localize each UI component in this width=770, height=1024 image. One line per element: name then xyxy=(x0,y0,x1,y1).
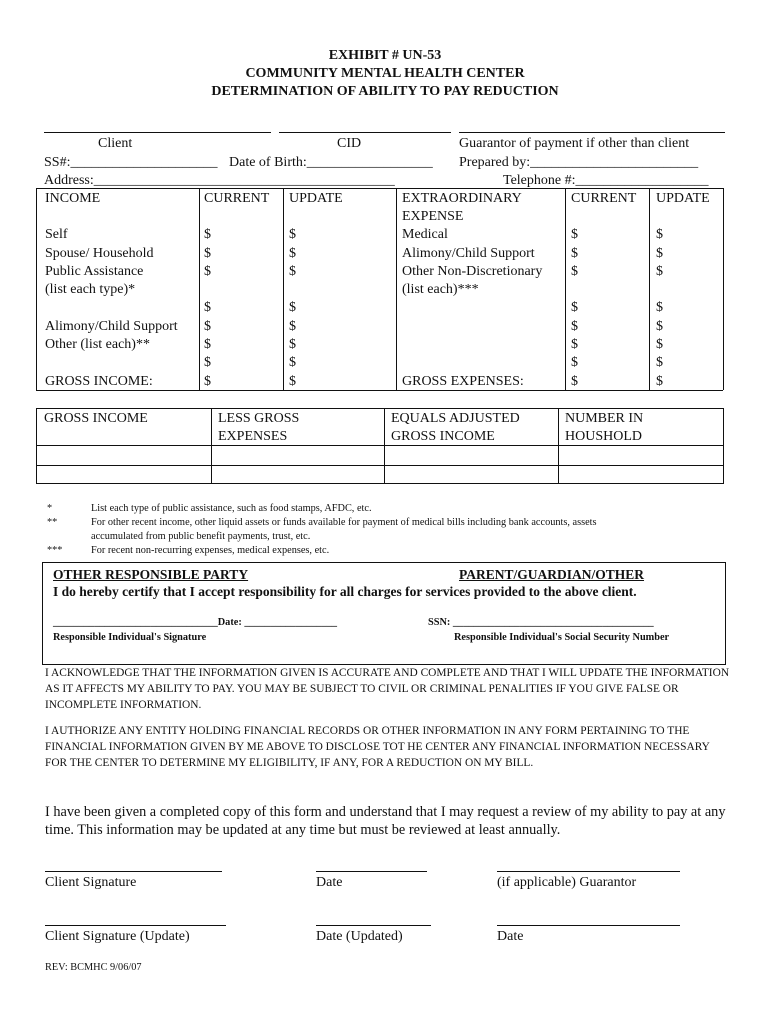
footnote-public-assistance: List each type of public assistance, such as food stamps, AFDC, etc. xyxy=(91,503,372,514)
income-update-header: UPDATE xyxy=(289,191,343,206)
income-current-cell[interactable]: $ xyxy=(204,337,211,352)
address-field[interactable]: Address:___________________________________________ xyxy=(44,173,395,188)
income-other: Other (list each)** xyxy=(45,337,150,352)
footnote-other-income: For other recent income, other liquid assets or funds available for payment of medical bills including bank accounts, assets xyxy=(91,517,597,528)
income-current-cell[interactable]: $ xyxy=(204,319,211,334)
cid-label: CID xyxy=(337,136,362,151)
guarantor-signature-line[interactable] xyxy=(497,871,680,872)
summary-household-cell[interactable] xyxy=(559,446,723,465)
expense-current-cell[interactable]: $ xyxy=(571,246,578,261)
income-current-cell[interactable]: $ xyxy=(204,246,211,261)
footnote-other-income-2: accumulated from public benefit payments, trust, etc. xyxy=(91,531,311,542)
responsible-signature-date-line[interactable]: ________________________________Date: __________________ xyxy=(53,617,338,628)
expense-current-cell[interactable]: $ xyxy=(571,227,578,242)
expense-current-cell[interactable]: $ xyxy=(571,337,578,352)
income-update-total[interactable]: $ xyxy=(289,374,296,389)
income-current-cell[interactable]: $ xyxy=(204,227,211,242)
grid-divider-update xyxy=(283,188,284,390)
income-spouse: Spouse/ Household xyxy=(45,246,154,261)
summary-gross-income-header: GROSS INCOME xyxy=(44,411,148,426)
expense-header: EXTRAORDINARY xyxy=(402,191,522,206)
income-current-cell[interactable]: $ xyxy=(204,300,211,315)
summary-less-expenses-header-2: EXPENSES xyxy=(218,429,288,444)
expense-gross: GROSS EXPENSES: xyxy=(402,374,524,389)
date-updated-label: Date (Updated) xyxy=(316,929,403,944)
date-label: Date xyxy=(316,875,343,890)
income-update-cell[interactable]: $ xyxy=(289,355,296,370)
guarantor-line[interactable] xyxy=(459,132,725,133)
summary-gross-income-cell[interactable] xyxy=(37,446,211,465)
expense-other-note: (list each)*** xyxy=(402,282,479,297)
grid-top-line-right xyxy=(396,188,723,189)
grid-right-border xyxy=(723,188,724,390)
income-public-note: (list each type)* xyxy=(45,282,136,297)
exhibit-number: EXHIBIT # UN-53 xyxy=(328,48,442,63)
responsible-ssn-label: Responsible Individual's Social Security Number xyxy=(454,632,670,643)
expense-alimony: Alimony/Child Support xyxy=(402,246,535,261)
expense-current-cell[interactable]: $ xyxy=(571,355,578,370)
income-update-cell[interactable]: $ xyxy=(289,300,296,315)
dob-field[interactable]: Date of Birth:__________________ xyxy=(229,155,433,170)
revision-label: REV: BCMHC 9/06/07 xyxy=(45,962,142,973)
income-alimony: Alimony/Child Support xyxy=(45,319,178,334)
responsible-signature-label: Responsible Individual's Signature xyxy=(53,632,207,643)
grid-left-border xyxy=(36,188,37,390)
client-label: Client xyxy=(98,136,133,151)
guarantor-label: (if applicable) Guarantor xyxy=(497,875,637,890)
date-updated-line[interactable] xyxy=(316,925,431,926)
expense-update-total[interactable]: $ xyxy=(656,374,663,389)
summary-household-header: NUMBER IN xyxy=(565,411,644,426)
date-line[interactable] xyxy=(316,871,427,872)
expense-current-total[interactable]: $ xyxy=(571,374,578,389)
income-update-cell[interactable]: $ xyxy=(289,246,296,261)
summary-adjusted-header: EQUALS ADJUSTED xyxy=(391,411,520,426)
summary-less-expenses-header: LESS GROSS xyxy=(218,411,300,426)
expense-update-cell[interactable]: $ xyxy=(656,227,663,242)
form-title: DETERMINATION OF ABILITY TO PAY REDUCTION xyxy=(211,84,559,99)
expense-header-2: EXPENSE xyxy=(402,209,464,224)
expense-update-cell[interactable]: $ xyxy=(656,355,663,370)
income-current-header: CURRENT xyxy=(204,191,270,206)
footnote-marker: ** xyxy=(47,517,58,528)
acknowledgement-text: I ACKNOWLEDGE THAT THE INFORMATION GIVEN IS ACCURATE AND COMPLETE AND THAT I WILL UPDATE THE INFORMATION AS IT AFFECTS MY ABILITY TO PAY. YOU MAY BE SUBJECT TO CIVIL OR CRIMINAL PENALITIES IF YOU GIVE FALSE OR INCOMPLETE INFORMATION. xyxy=(45,667,730,711)
client-signature-label: Client Signature xyxy=(45,875,137,890)
income-current-cell[interactable]: $ xyxy=(204,264,211,279)
grid-divider-current xyxy=(199,188,200,390)
authorization-text: I AUTHORIZE ANY ENTITY HOLDING FINANCIAL RECORDS OR OTHER INFORMATION IN ANY FORM PERTAINING TO THE FINANCIAL INFORMATION GIVEN BY ME ABOVE TO DISCLOSE TOT HE CENTER ANY FINANCIAL INFORMATION NECESSARY FOR THE CENTER TO DETERMINE MY ELIGIBILITY, IF ANY, FOR A REDUCTION ON MY BILL. xyxy=(45,725,710,769)
prepared-by-field[interactable]: Prepared by:________________________ xyxy=(459,155,699,170)
expense-update-header: UPDATE xyxy=(656,191,710,206)
guarantor-date-label: Date xyxy=(497,929,524,944)
summary-row-line xyxy=(36,465,724,466)
ss-field[interactable]: SS#:_____________________ xyxy=(44,155,218,170)
grid-divider-exp-update xyxy=(649,188,650,390)
expense-current-cell[interactable]: $ xyxy=(571,319,578,334)
responsible-ssn-line[interactable]: SSN: _______________________________________ xyxy=(428,617,654,628)
expense-current-cell[interactable]: $ xyxy=(571,300,578,315)
income-self: Self xyxy=(45,227,68,242)
summary-adjusted-header-2: GROSS INCOME xyxy=(391,429,495,444)
summary-less-expenses-cell[interactable] xyxy=(212,446,384,465)
income-update-cell[interactable]: $ xyxy=(289,337,296,352)
grid-divider-middle xyxy=(396,188,397,390)
other-responsible-party-heading: OTHER RESPONSIBLE PARTY xyxy=(53,567,249,582)
income-current-total[interactable]: $ xyxy=(204,374,211,389)
client-signature-update-label: Client Signature (Update) xyxy=(45,929,190,944)
expense-update-cell[interactable]: $ xyxy=(656,337,663,352)
income-update-cell[interactable]: $ xyxy=(289,227,296,242)
copy-statement: I have been given a completed copy of this form and understand that I may request a review of my ability to pay at any time. This information may be updated at any time but must be reviewed at least annually. xyxy=(45,804,726,838)
footnote-non-recurring: For recent non-recurring expenses, medical expenses, etc. xyxy=(91,545,330,556)
income-update-cell[interactable]: $ xyxy=(289,319,296,334)
guarantor-label: Guarantor of payment if other than client xyxy=(459,136,690,151)
income-public: Public Assistance xyxy=(45,264,144,279)
footnote-marker: * xyxy=(47,503,53,514)
expense-update-cell[interactable]: $ xyxy=(656,319,663,334)
center-name: COMMUNITY MENTAL HEALTH CENTER xyxy=(245,66,525,81)
expense-update-cell[interactable]: $ xyxy=(656,264,663,279)
client-signature-update-line[interactable] xyxy=(45,925,226,926)
grid-top-line-left xyxy=(36,188,396,189)
income-header: INCOME xyxy=(45,191,101,206)
income-update-cell[interactable]: $ xyxy=(289,264,296,279)
parent-guardian-heading: PARENT/GUARDIAN/OTHER xyxy=(459,567,645,582)
certify-statement: I do hereby certify that I accept responsibility for all charges for services provided to the above client. xyxy=(53,584,637,599)
guarantor-date-line[interactable] xyxy=(497,925,680,926)
expense-update-cell[interactable]: $ xyxy=(656,246,663,261)
summary-household-header-2: HOUSHOLD xyxy=(565,429,642,444)
expense-update-cell[interactable]: $ xyxy=(656,300,663,315)
expense-current-header: CURRENT xyxy=(571,191,637,206)
grid-bottom-line xyxy=(36,390,723,391)
telephone-field[interactable]: Telephone #:___________________ xyxy=(503,173,709,188)
cid-line[interactable] xyxy=(279,132,451,133)
footnote-marker: *** xyxy=(47,545,63,556)
expense-medical: Medical xyxy=(402,227,448,242)
grid-divider-exp-current xyxy=(565,188,566,390)
income-gross: GROSS INCOME: xyxy=(45,374,153,389)
expense-other: Other Non-Discretionary xyxy=(402,264,543,279)
client-signature-line[interactable] xyxy=(45,871,222,872)
income-current-cell[interactable]: $ xyxy=(204,355,211,370)
summary-adjusted-cell[interactable] xyxy=(385,446,558,465)
client-name-line[interactable] xyxy=(44,132,271,133)
expense-current-cell[interactable]: $ xyxy=(571,264,578,279)
